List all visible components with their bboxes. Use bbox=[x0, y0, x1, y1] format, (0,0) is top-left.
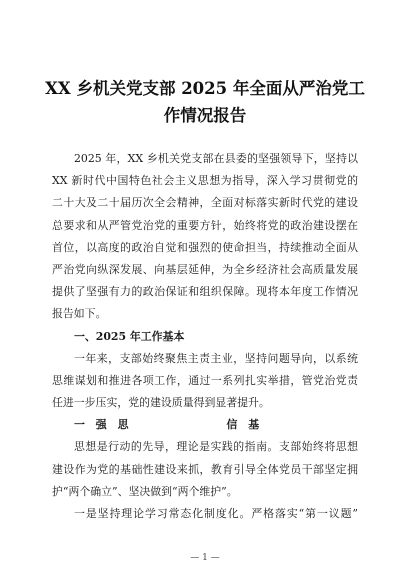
subheading-right: 信 基 bbox=[226, 418, 260, 432]
section2-line-1: 思想是行动的先导，理论是实践的指南。支部始终将思想 bbox=[74, 440, 358, 454]
document-title bbox=[40, 75, 370, 129]
intro-line-7: 提供了坚强有力的政治保证和组织保障。现将本年度工作情况 bbox=[52, 285, 358, 299]
section1-line-2: 思维谋划和推进各项工作，通过一系列扎实举措，管党治党责 bbox=[52, 373, 358, 387]
intro-line-8: 报告如下。 bbox=[52, 307, 107, 321]
intro-line-3: 二十大及二十届历次全会精神，全面对标落实新时代党的建设 bbox=[52, 196, 358, 210]
section-heading: 一、2025 年工作基本 bbox=[74, 329, 185, 343]
page-number: — 1 — bbox=[190, 553, 220, 563]
section2-line-3: 护“两个确立”、坚决做到“两个维护”。 bbox=[52, 484, 238, 498]
intro-line-4: 总要求和从严管党治党的重要方针，始终将党的政治建设摆在 bbox=[52, 218, 358, 232]
intro-line-1: 2025 年，XX 乡机关党支部在县委的坚强领导下，坚持以 bbox=[74, 152, 358, 165]
last-line: 一是坚持理论学习常态化制度化。严格落实“第一议题” bbox=[74, 507, 358, 520]
title-line-1: XX 乡机关党支部 2025 年全面从严治党工 bbox=[45, 79, 365, 98]
intro-line-6: 严治党向纵深发展、向基层延伸，为全乡经济社会高质量发展 bbox=[52, 262, 358, 276]
intro-line-2: XX 新时代中国特色社会主义思想为指导，深入学习贯彻党的 bbox=[52, 174, 358, 188]
section1-line-3: 任进一步压实，党的建设质量得到显著提升。 bbox=[52, 396, 270, 410]
title-line-2: 作情况报告 bbox=[163, 106, 247, 125]
subheading bbox=[52, 414, 358, 436]
section1-line-1: 一年来，支部始终聚焦主责主业，坚持问题导向，以系统 bbox=[74, 351, 358, 365]
subheading-left: 一 强 思 bbox=[74, 418, 129, 432]
document-body bbox=[52, 148, 358, 525]
intro-line-5: 首位，以高度的政治自觉和强烈的使命担当，持续推动全面从 bbox=[52, 240, 358, 254]
section2-line-2: 建设作为党的基础性建设来抓，教育引导全体党员干部坚定拥 bbox=[52, 462, 358, 476]
